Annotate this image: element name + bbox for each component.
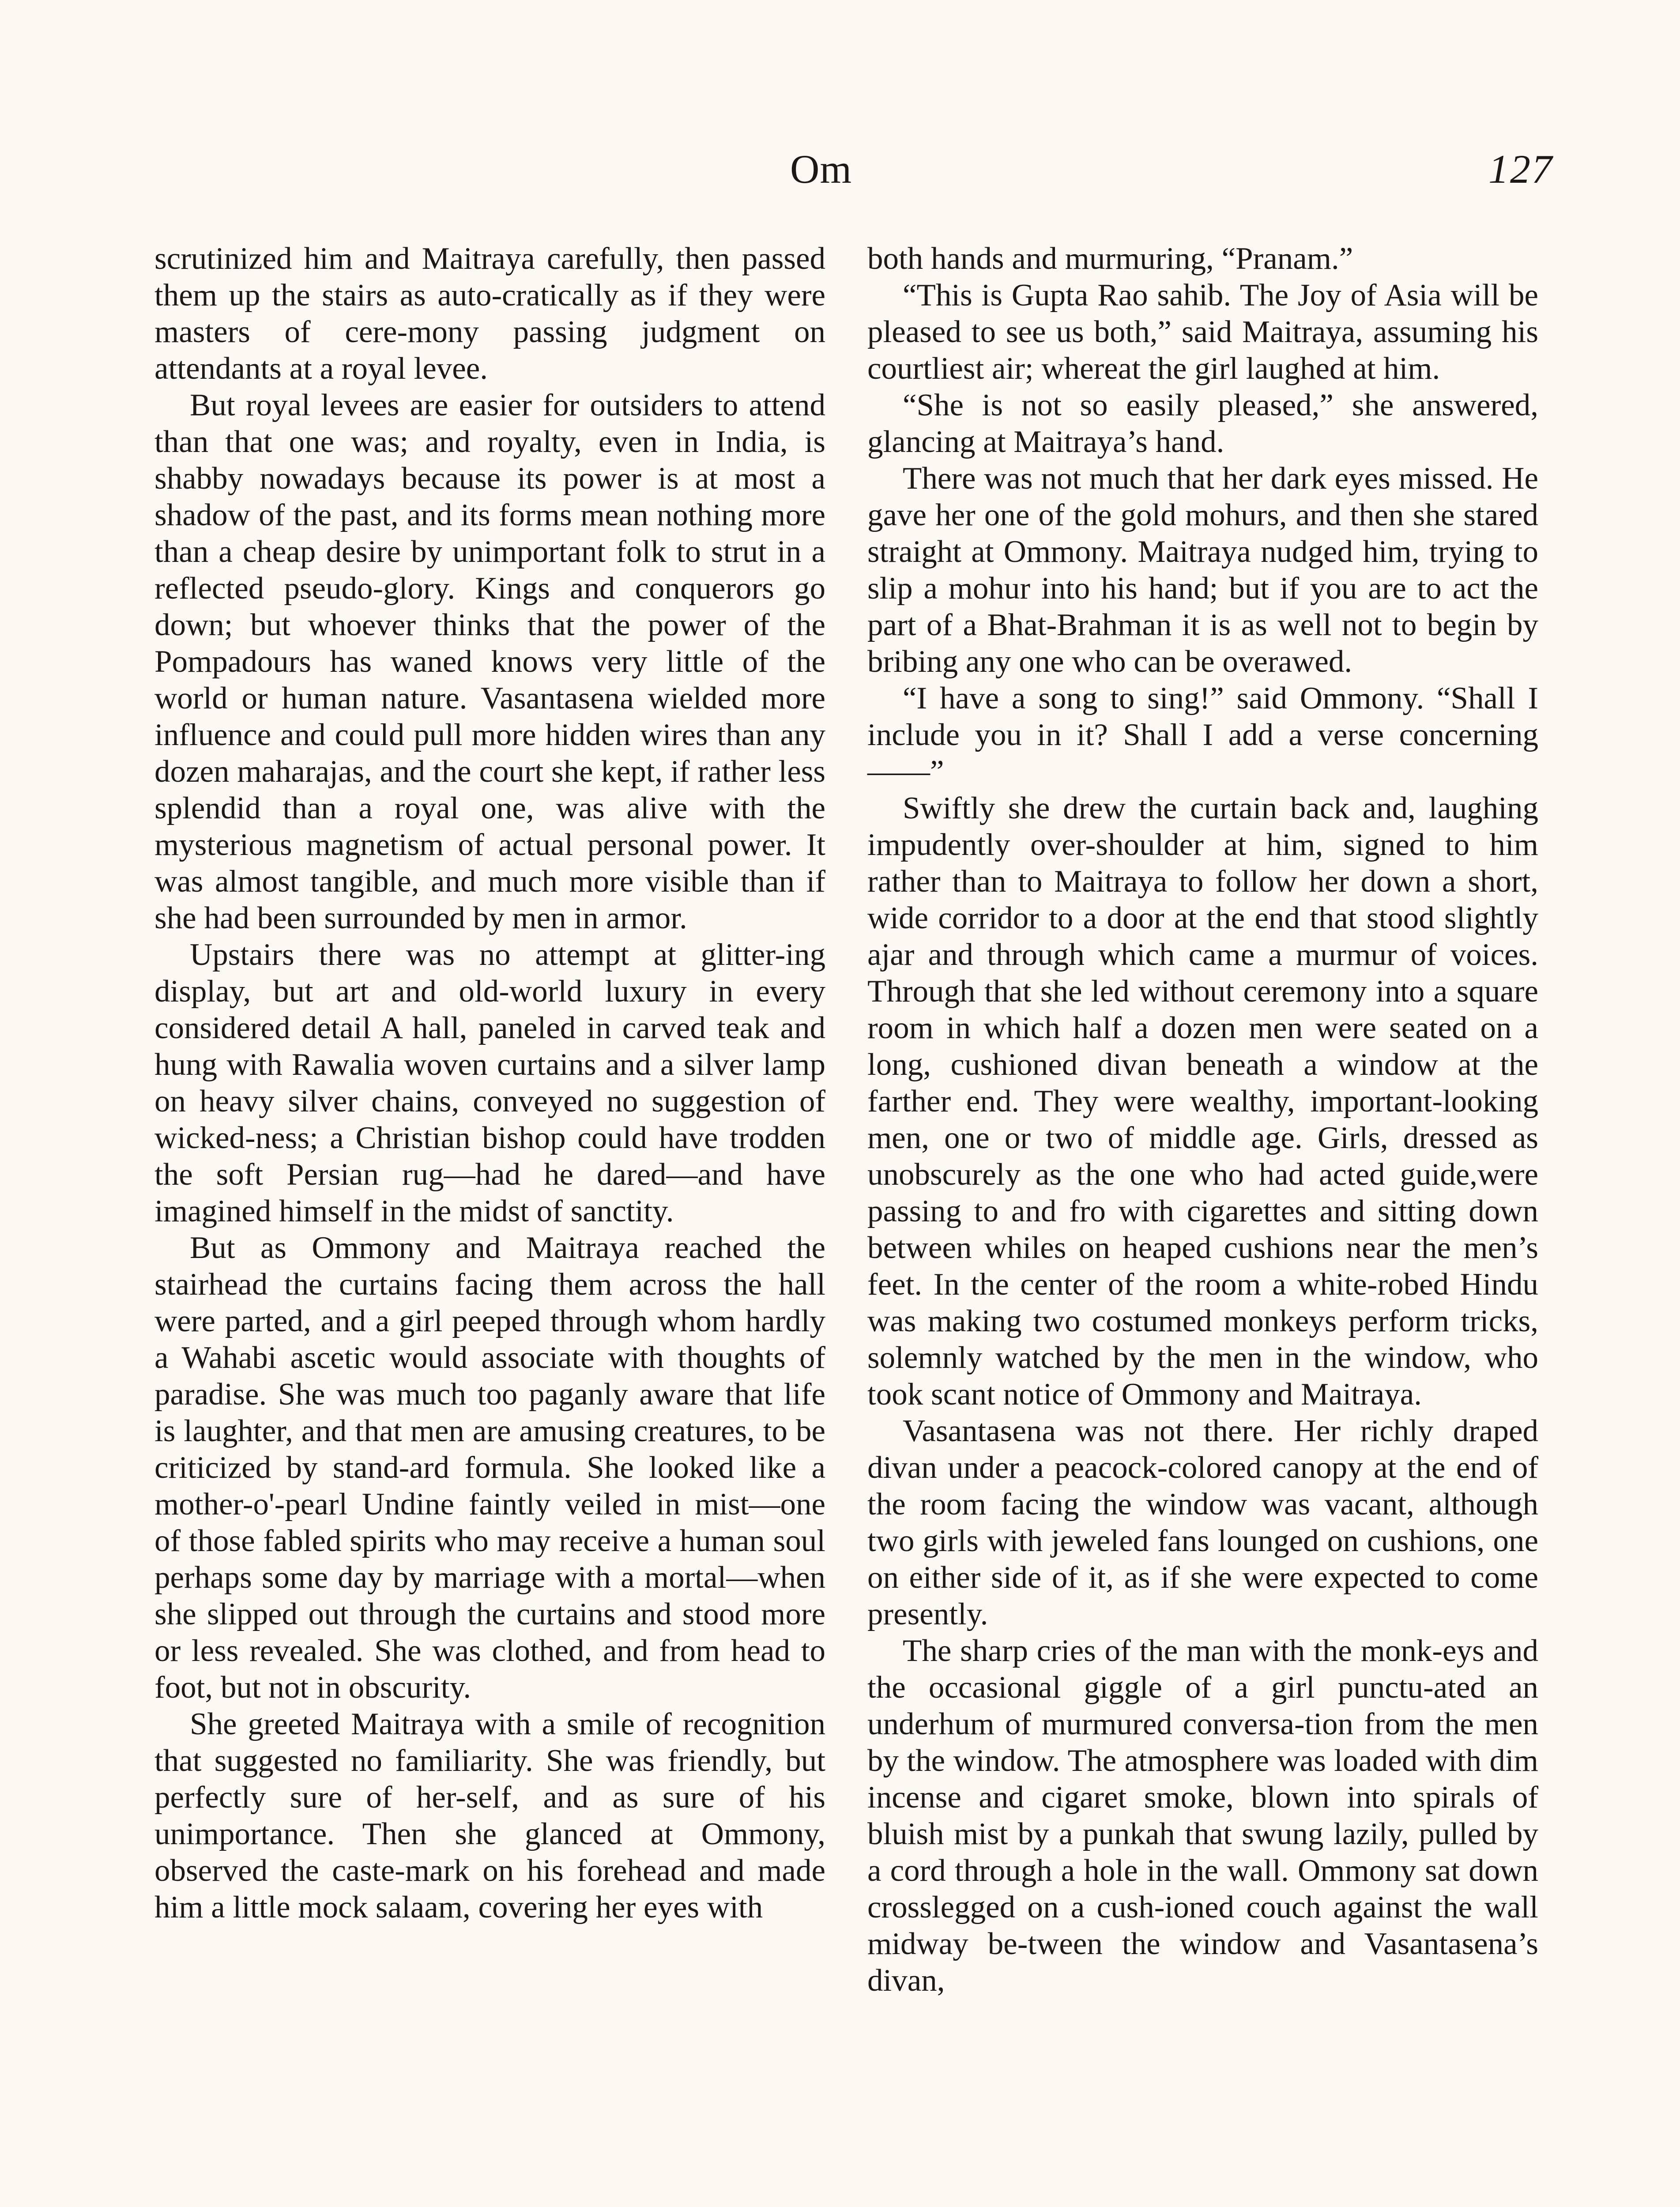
paragraph: scrutinized him and Maitraya carefully, then passed them up the stairs as auto-cratically as if they were masters of cere-mony passing judgment on attendants at a royal levee. (154, 241, 825, 386)
running-title: Om (790, 147, 852, 192)
paragraph: There was not much that her dark eyes missed. He gave her one of the gold mohurs, and then she stared straight at Ommony. Maitraya nudged him, trying to slip a mohur into his hand; but if you are to act the part of a Bhat-Brahman it is as well not to begin by bribing any one who can be overawed. (867, 461, 1538, 679)
paragraph: But as Ommony and Maitraya reached the stairhead the curtains facing them across the hall were parted, and a girl peeped through whom hardly a Wahabi ascetic would associate with thoughts of paradise. She was much too paganly aware that life is laughter, and that men are amusing creatures, to be criticized by stand-ard formula. She looked like a mother-o'-pearl Undine faintly veiled in mist—one of those fabled spirits who may receive a human soul perhaps some day by marriage with a mortal—when she slipped out through the curtains and stood more or less revealed. She was clothed, and from head to foot, but not in obscurity. (154, 1231, 825, 1705)
paragraph: The sharp cries of the man with the monk-eys and the occasional giggle of a girl punctu-ated an underhum of murmured conversa-tion from the men by the window. The atmosphere was loaded with dim incense and cigaret smoke, blown into spirals of bluish mist by a punkah that swung lazily, pulled by a cord through a hole in the wall. Ommony sat down crosslegged on a cush-ioned couch against the wall midway be-tween the window and Vasantasena’s divan, (867, 1634, 1538, 1998)
paragraph: Swiftly she drew the curtain back and, laughing impudently over-shoulder at him, signed to him rather than to Maitraya to follow her down a short, wide corridor to a door at the end that stood slightly ajar and through which came a murmur of voices. Through that she led without ceremony into a square room in which half a dozen men were seated on a long, cushioned divan beneath a window at the farther end. They were wealthy, important-looking men, one or two of middle age. Girls, dressed as unobscurely as the one who had acted guide,were passing to and fro with cigarettes and sitting down between whiles on heaped cushions near the men’s feet. In the center of the room a white-robed Hindu was making two costumed monkeys perform tricks, solemnly watched by the men in the window, who took scant notice of Ommony and Maitraya. (867, 791, 1538, 1412)
paragraph: She greeted Maitraya with a smile of recognition that suggested no familiarity. She was friendly, but perfectly sure of her-self, and as sure of his unimportance. Then she glanced at Ommony, observed the caste-mark on his forehead and made him a little mock salaam, covering her eyes with (154, 1707, 825, 1925)
paragraph: Vasantasena was not there. Her richly draped divan under a peacock-colored canopy at the end of the room facing the window was vacant, although two girls with jeweled fans lounged on cushions, one on either side of it, as if she were expected to come presently. (867, 1414, 1538, 1631)
right-column (867, 241, 1538, 1999)
page-number: 127 (1488, 147, 1553, 192)
paragraph: Upstairs there was no attempt at glitter-ing display, but art and old-world luxury in every considered detail A hall, paneled in carved teak and hung with Rawalia woven curtains and a silver lamp on heavy silver chains, conveyed no suggestion of wicked-ness; a Christian bishop could have trodden the soft Persian rug—had he dared—and have imagined himself in the midst of sanctity. (154, 938, 825, 1228)
paragraph: “I have a song to sing!” said Ommony. “Shall I include you in it? Shall I add a verse concerning——” (867, 681, 1538, 789)
paragraph: both hands and murmuring, “Pranam.” (867, 241, 1353, 276)
paragraph: “She is not so easily pleased,” she answered, glancing at Maitraya’s hand. (867, 388, 1538, 459)
running-header (0, 146, 1680, 199)
paragraph: But royal levees are easier for outsiders to attend than that one was; and royalty, even in India, is shabby nowadays because its power is at most a shadow of the past, and its forms mean nothing more than a cheap desire by unimportant folk to strut in a reflected pseudo-glory. Kings and conquerors go down; but whoever thinks that the power of the Pompadours has waned knows very little of the world or human nature. Vasantasena wielded more influence and could pull more hidden wires than any dozen maharajas, and the court she kept, if rather less splendid than a royal one, was alive with the mysterious magnetism of actual personal power. It was almost tangible, and much more visible than if she had been surrounded by men in armor. (154, 388, 825, 935)
paragraph: “This is Gupta Rao sahib. The Joy of Asia will be pleased to see us both,” said Maitraya, assuming his courtliest air; whereat the girl laughed at him. (867, 278, 1538, 386)
left-column (154, 241, 825, 1926)
